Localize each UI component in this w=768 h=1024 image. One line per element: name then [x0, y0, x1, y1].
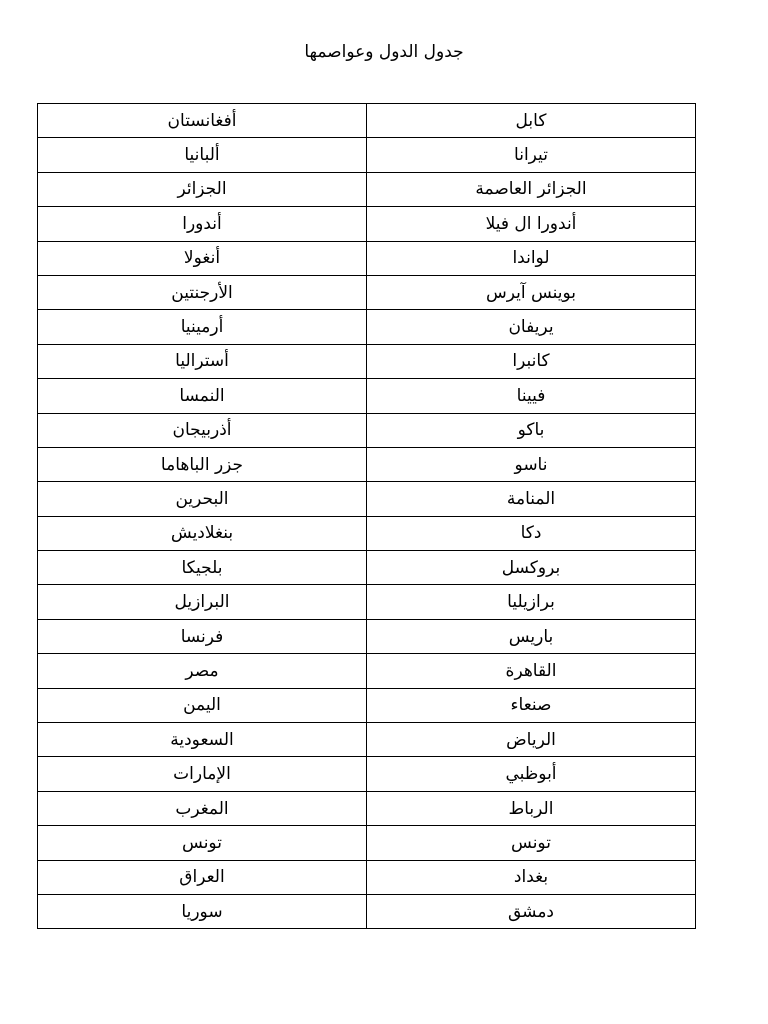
- country-cell: أذربيجان: [38, 413, 367, 447]
- country-cell: البرازيل: [38, 585, 367, 619]
- country-cell: اليمن: [38, 688, 367, 722]
- table-row: [38, 207, 696, 241]
- country-cell: تونس: [38, 826, 367, 860]
- country-cell: المغرب: [38, 791, 367, 825]
- country-cell: بلجيكا: [38, 551, 367, 585]
- table-row: [38, 723, 696, 757]
- table-row: [38, 275, 696, 309]
- country-cell: البحرين: [38, 482, 367, 516]
- country-cell: أندورا: [38, 207, 367, 241]
- capital-cell: بغداد: [367, 860, 696, 894]
- capital-cell: بروكسل: [367, 551, 696, 585]
- table-row: [38, 344, 696, 378]
- country-cell: الأرجنتين: [38, 275, 367, 309]
- country-cell: الجزائر: [38, 172, 367, 206]
- table-row: [38, 619, 696, 653]
- table-row: [38, 654, 696, 688]
- country-cell: مصر: [38, 654, 367, 688]
- country-cell: أفغانستان: [38, 104, 367, 138]
- capital-cell: الجزائر العاصمة: [367, 172, 696, 206]
- country-cell: سوريا: [38, 894, 367, 928]
- table-row: [38, 138, 696, 172]
- table-row: [38, 791, 696, 825]
- table-row: [38, 516, 696, 550]
- capital-cell: صنعاء: [367, 688, 696, 722]
- capital-cell: كابل: [367, 104, 696, 138]
- capital-cell: الرياض: [367, 723, 696, 757]
- country-cell: بنغلاديش: [38, 516, 367, 550]
- capital-cell: باريس: [367, 619, 696, 653]
- table-row: [38, 241, 696, 275]
- capital-cell: ناسو: [367, 447, 696, 481]
- capital-cell: باكو: [367, 413, 696, 447]
- table-row: [38, 447, 696, 481]
- table-row: [38, 310, 696, 344]
- capital-cell: تونس: [367, 826, 696, 860]
- country-cell: العراق: [38, 860, 367, 894]
- table-row: [38, 688, 696, 722]
- table-row: [38, 172, 696, 206]
- page-title: جدول الدول وعواصمها: [304, 42, 464, 62]
- capital-cell: الرباط: [367, 791, 696, 825]
- country-cell: الإمارات: [38, 757, 367, 791]
- capital-cell: أبوظبي: [367, 757, 696, 791]
- table-row: [38, 826, 696, 860]
- table-row: [38, 894, 696, 928]
- country-cell: أستراليا: [38, 344, 367, 378]
- capital-cell: دمشق: [367, 894, 696, 928]
- capital-cell: كانبرا: [367, 344, 696, 378]
- table-row: [38, 757, 696, 791]
- table-row: [38, 379, 696, 413]
- capital-cell: فيينا: [367, 379, 696, 413]
- table-row: [38, 860, 696, 894]
- capital-cell: برازيليا: [367, 585, 696, 619]
- countries-table: [37, 103, 696, 929]
- capital-cell: تيرانا: [367, 138, 696, 172]
- capital-cell: دكا: [367, 516, 696, 550]
- capital-cell: يريفان: [367, 310, 696, 344]
- country-cell: جزر الباهاما: [38, 447, 367, 481]
- country-cell: أرمينيا: [38, 310, 367, 344]
- capital-cell: لواندا: [367, 241, 696, 275]
- capital-cell: أندورا ال فيلا: [367, 207, 696, 241]
- table-row: [38, 551, 696, 585]
- table-body: [38, 104, 696, 929]
- table-row: [38, 413, 696, 447]
- country-cell: السعودية: [38, 723, 367, 757]
- country-cell: ألبانيا: [38, 138, 367, 172]
- capital-cell: المنامة: [367, 482, 696, 516]
- capital-cell: القاهرة: [367, 654, 696, 688]
- table-row: [38, 585, 696, 619]
- country-cell: أنغولا: [38, 241, 367, 275]
- country-cell: النمسا: [38, 379, 367, 413]
- country-cell: فرنسا: [38, 619, 367, 653]
- capital-cell: بوينس آيرس: [367, 275, 696, 309]
- table-row: [38, 482, 696, 516]
- table-row: [38, 104, 696, 138]
